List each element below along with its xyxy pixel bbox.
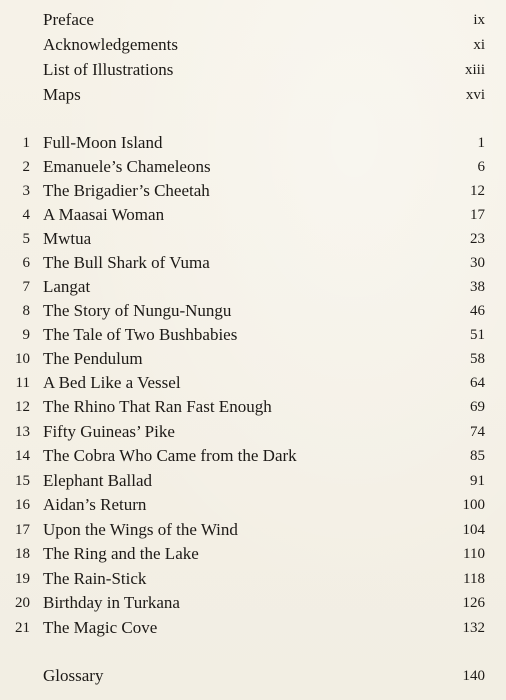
toc-entry-page: xiii — [464, 62, 485, 78]
toc-entry-page: xi — [473, 37, 485, 53]
chapter-title: The Cobra Who Came from the Dark — [43, 446, 297, 465]
chapter-page: 110 — [463, 546, 485, 562]
chapter-number: 6 — [22, 255, 30, 271]
chapter-page: 58 — [470, 351, 485, 367]
chapter-page: 132 — [462, 620, 485, 636]
chapter-number: 8 — [22, 303, 30, 319]
chapter-page: 74 — [470, 424, 485, 440]
chapter-page: 126 — [462, 595, 485, 611]
chapter-10 — [0, 347, 506, 371]
toc-entry-page: xvi — [465, 87, 485, 103]
toc-entry-title: Glossary — [43, 666, 104, 685]
chapter-title: The Rain-Stick — [43, 569, 147, 588]
chapter-title: Langat — [43, 277, 91, 296]
chapter-title: Fifty Guineas’ Pike — [43, 422, 175, 441]
chapter-title: Upon the Wings of the Wind — [43, 520, 238, 539]
chapter-4 — [0, 203, 506, 227]
chapter-title: Full-Moon Island — [43, 133, 163, 152]
chapter-page: 64 — [470, 375, 485, 391]
chapter-page: 6 — [477, 159, 485, 175]
chapter-title: The Brigadier’s Cheetah — [43, 181, 210, 200]
chapter-number: 12 — [15, 399, 30, 415]
chapter-number: 13 — [15, 424, 30, 440]
chapter-21 — [0, 616, 506, 640]
toc-entry-page: ix — [473, 12, 485, 28]
chapter-page: 38 — [470, 279, 485, 295]
chapter-number: 15 — [15, 473, 30, 489]
chapter-14 — [0, 444, 506, 468]
chapter-11 — [0, 371, 506, 395]
chapter-19 — [0, 567, 506, 591]
chapter-9 — [0, 323, 506, 347]
chapter-title: The Story of Nungu-Nungu — [43, 301, 232, 320]
chapter-number: 19 — [15, 571, 30, 587]
toc-entry-glossary — [0, 664, 506, 688]
chapter-number: 18 — [15, 546, 30, 562]
chapter-13 — [0, 420, 506, 444]
chapter-page: 100 — [462, 497, 485, 513]
chapter-page: 46 — [470, 303, 485, 319]
chapter-title: The Bull Shark of Vuma — [43, 253, 210, 272]
toc-entry-title: Maps — [43, 85, 81, 104]
chapter-number: 2 — [22, 159, 30, 175]
chapter-title: Birthday in Turkana — [43, 593, 180, 612]
toc-entry-maps — [0, 83, 506, 107]
chapter-16 — [0, 493, 506, 517]
chapter-17 — [0, 518, 506, 542]
chapter-page: 118 — [463, 571, 485, 587]
chapter-page: 69 — [470, 399, 485, 415]
chapter-page: 51 — [470, 327, 485, 343]
chapter-title: The Tale of Two Bushbabies — [43, 325, 238, 344]
toc-entry-title: Acknowledgements — [43, 35, 179, 54]
chapter-number: 20 — [15, 595, 30, 611]
toc-entry-preface — [0, 8, 506, 32]
chapter-6 — [0, 251, 506, 275]
chapter-number: 16 — [15, 497, 30, 513]
toc-entry-title: Preface — [43, 10, 94, 29]
chapter-title: Emanuele’s Chameleons — [43, 157, 211, 176]
chapter-number: 14 — [15, 448, 30, 464]
chapter-page: 17 — [470, 207, 485, 223]
chapter-title: The Ring and the Lake — [43, 544, 199, 563]
chapter-15 — [0, 469, 506, 493]
chapter-3 — [0, 179, 506, 203]
chapter-8 — [0, 299, 506, 323]
chapter-number: 17 — [15, 522, 30, 538]
chapter-number: 10 — [15, 351, 30, 367]
chapter-page: 104 — [462, 522, 485, 538]
chapter-number: 21 — [15, 620, 30, 636]
chapter-title: The Pendulum — [43, 349, 143, 368]
chapter-2 — [0, 155, 506, 179]
chapter-number: 4 — [22, 207, 30, 223]
toc-entry-acknowledgements — [0, 33, 506, 57]
chapter-number: 3 — [22, 183, 30, 199]
chapter-title: A Maasai Woman — [43, 205, 165, 224]
chapter-page: 1 — [477, 135, 485, 151]
chapter-number: 9 — [22, 327, 30, 343]
chapter-page: 85 — [470, 448, 485, 464]
chapter-20 — [0, 591, 506, 615]
chapter-12 — [0, 395, 506, 419]
chapter-1 — [0, 131, 506, 155]
chapter-18 — [0, 542, 506, 566]
chapter-page: 23 — [470, 231, 485, 247]
chapter-number: 11 — [15, 375, 30, 391]
chapter-number: 5 — [22, 231, 30, 247]
chapter-page: 91 — [470, 473, 485, 489]
toc-entry-page: 140 — [462, 668, 485, 684]
chapter-title: The Rhino That Ran Fast Enough — [43, 397, 272, 416]
chapter-page: 12 — [470, 183, 485, 199]
chapter-title: The Magic Cove — [43, 618, 158, 637]
chapter-title: Elephant Ballad — [43, 471, 153, 490]
toc-entry-title: List of Illustrations — [43, 60, 174, 79]
chapter-title: Mwtua — [43, 229, 92, 248]
chapter-5 — [0, 227, 506, 251]
chapter-title: A Bed Like a Vessel — [43, 373, 181, 392]
chapter-page: 30 — [470, 255, 485, 271]
chapter-number: 1 — [22, 135, 30, 151]
chapter-number: 7 — [22, 279, 30, 295]
toc-entry-list-of-illustrations — [0, 58, 506, 82]
chapter-title: Aidan’s Return — [43, 495, 147, 514]
chapter-7 — [0, 275, 506, 299]
